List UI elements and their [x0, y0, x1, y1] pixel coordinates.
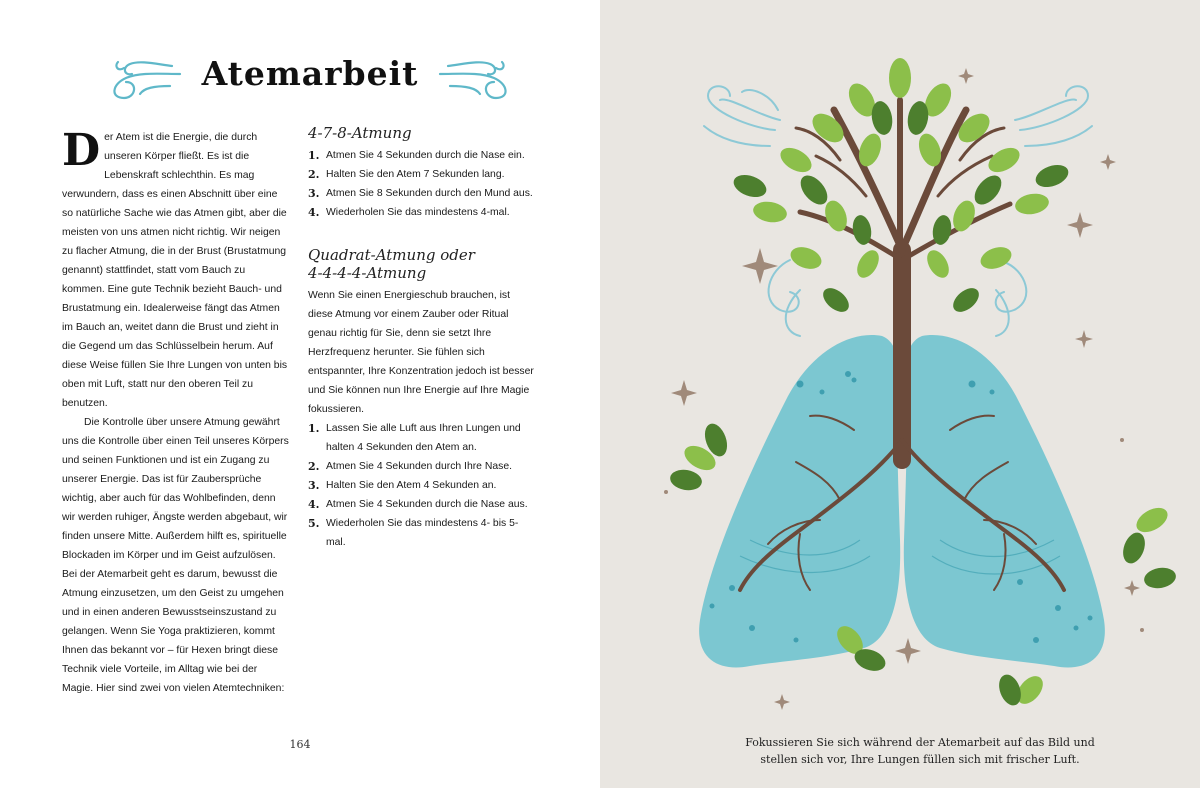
- step-list: [308, 419, 536, 552]
- drop-cap: D: [62, 125, 101, 176]
- step-number: 2.: [308, 168, 320, 181]
- step-text: Halten Sie den Atem 4 Sekunden an.: [326, 480, 497, 491]
- list-item: [308, 146, 536, 165]
- paragraph-text: er Atem ist die Energie, die durch unseren Körper fließt. Es ist die Lebenskraft schlechthin. Es mag verwundern, dass es einen Abschnitt über eine so natürliche Sache wie das Atmen gibt, aber die meisten von uns atmen nicht richtig. Wir neigen zu flacher Atmung, die in der Brust (Brustatmung genannt) stattfindet, statt vom Bauch zu kommen. Eine gute Technik bezieht Bauch- und Brustatmung ein. Idealerweise fängt das Atmen im Bauch an, weitet dann die Brust und zieht in die Gegend um das Schlüsselbein herum. Auf diese Weise füllen Sie Ihre Lungen von unten bis oben mit Luft, statt nur den oberen Teil zu benutzen.: [62, 132, 288, 409]
- title-row: [100, 46, 520, 106]
- body-paragraph: Die Kontrolle über unsere Atmung gewährt uns die Kontrolle über einen Teil unseres Körpers und seinen Funktionen und ist ein Zugang zu unserer Energie. Das ist für Zaubersprüche wichtig, aber auch für das Wohlbefinden, denn wir werden ruhiger, Ängste werden abgebaut, wir finden unsere Mitte. Außerdem hilft es, spirituelle Blockaden im Körper und im Geist aufzulösen. Bei der Atemarbeit geht es darum, bewusst die Atmung einzusetzen, um den Geist zu umgehen und in einen anderen Bewusstseinszustand zu gelangen. Wenn Sie Yoga praktizieren, kommt Ihnen das bekannt vor – für Hexen bringt diese Technik viele Vorteile, im Alltag wie bei der Magie. Hier sind zwei von vielen Atemtechniken:: [62, 417, 289, 694]
- caption-line: Fokussieren Sie sich während der Atemarbeit auf das Bild und: [745, 736, 1095, 749]
- section-heading: [308, 246, 536, 282]
- step-number: 3.: [308, 187, 320, 200]
- step-text: Atmen Sie 8 Sekunden durch den Mund aus.: [326, 188, 533, 199]
- step-number: 2.: [308, 460, 320, 473]
- list-item: [308, 203, 536, 222]
- step-text: Atmen Sie 4 Sekunden durch die Nase ein.: [326, 150, 525, 161]
- section-intro: Wenn Sie einen Energieschub brauchen, ist diese Atmung vor einem Zauber oder Ritual genau richtig für Sie, denn sie setzt Ihre Herzfrequenz herunter. Sie fühlen sich entspannter, Ihre Konzentration jedoch ist besser und Sie können nun Ihre Energie auf Ihre Magie fokussieren.: [308, 290, 534, 415]
- heading-line: Quadrat-Atmung oder: [308, 246, 475, 264]
- swirl-ornament-icon: [436, 52, 520, 102]
- body-paragraph: [62, 125, 290, 413]
- heading-line: 4-4-4-4-Atmung: [308, 264, 427, 282]
- list-item: [308, 419, 536, 457]
- step-number: 1.: [308, 422, 320, 435]
- step-text: Wiederholen Sie das mindestens 4- bis 5-mal.: [326, 518, 519, 548]
- page-number: 164: [289, 738, 311, 751]
- step-number: 5.: [308, 517, 320, 530]
- illustration-caption: [720, 734, 1120, 768]
- step-number: 3.: [308, 479, 320, 492]
- list-item: [308, 514, 536, 552]
- page-title: Atemarbeit: [201, 54, 419, 93]
- column-1: [62, 125, 290, 698]
- right-page: [600, 0, 1200, 788]
- step-text: Wiederholen Sie das mindestens 4-mal.: [326, 207, 510, 218]
- list-item: [308, 457, 536, 476]
- tree-lungs-illustration: [600, 0, 1200, 720]
- step-text: Halten Sie den Atem 7 Sekunden lang.: [326, 169, 505, 180]
- section-heading: 4-7-8-Atmung: [308, 124, 412, 142]
- list-item: [308, 184, 536, 203]
- step-text: Atmen Sie 4 Sekunden durch die Nase aus.: [326, 499, 528, 510]
- step-number: 4.: [308, 206, 320, 219]
- column-2: [308, 124, 536, 552]
- step-number: 4.: [308, 498, 320, 511]
- step-text: Lassen Sie alle Luft aus Ihren Lungen und halten 4 Sekunden den Atem an.: [326, 423, 521, 453]
- step-text: Atmen Sie 4 Sekunden durch Ihre Nase.: [326, 461, 512, 472]
- list-item: [308, 165, 536, 184]
- step-list: [308, 146, 536, 222]
- list-item: [308, 495, 536, 514]
- step-number: 1.: [308, 149, 320, 162]
- list-item: [308, 476, 536, 495]
- caption-line: stellen sich vor, Ihre Lungen füllen sich mit frischer Luft.: [760, 753, 1080, 766]
